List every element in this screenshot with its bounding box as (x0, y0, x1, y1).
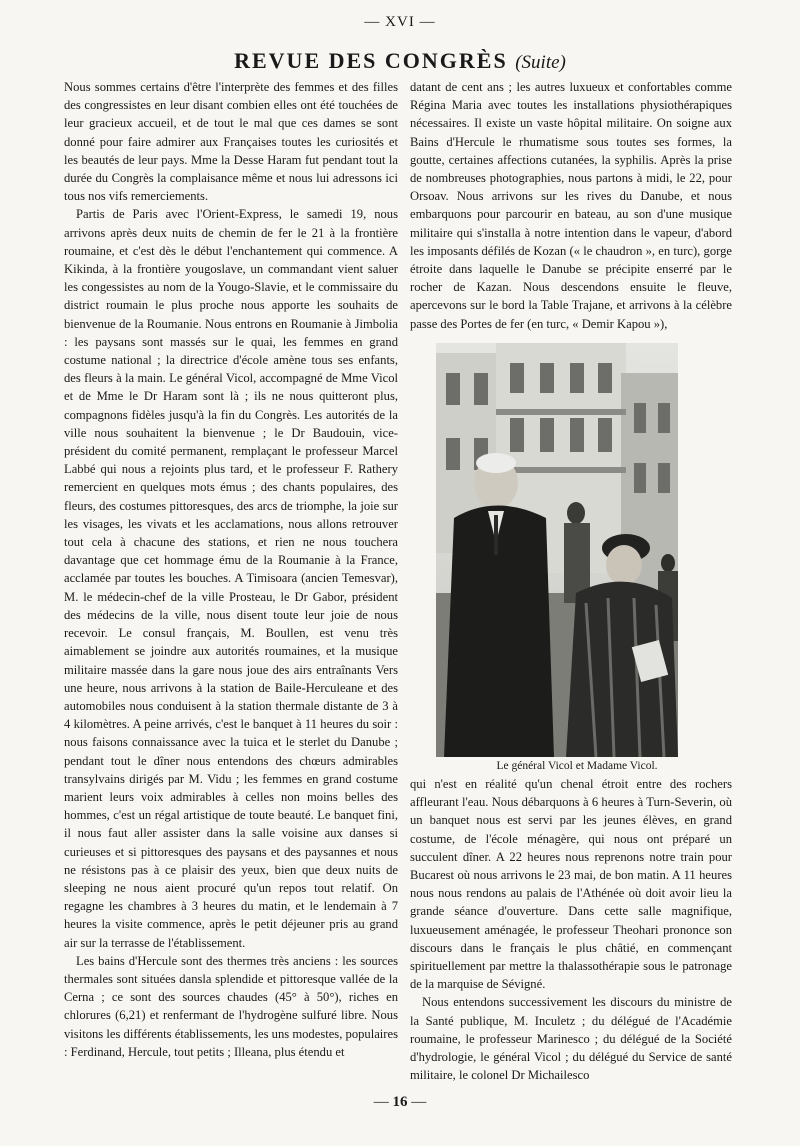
page-number-dash-right: — (411, 1094, 427, 1110)
right-column (410, 78, 732, 1085)
paragraph: qui n'est en réalité qu'un chenal étroit entre des rochers affleurant l'eau. Nous débarquons à 6 heures à Turn-Severin, où un banquet nous est servi par les jeunes élèves, en grand costume, de l'école ménagère, qui nous ont préparé un succulent dîner. A 22 heures nous reprenons notre train pour Bucarest où nous arrivons le 23 mai, de bon matin. A 11 heures nous nous rendons au palais de l'Athénée où doit avoir lieu la grande séance d'ouverture. Dans cette salle magnifique, luxueusement aménagée, le professeur Theohari prononce son discours dans le français le plus châtié, en commençant spirituellement par mettre la thalassothérapie sous le patronage de la marquise de Sévigné. (410, 777, 732, 992)
photo-caption: Le général Vicol et Madame Vicol. (496, 759, 658, 772)
header-title: REVUE DES CONGRÈS (234, 48, 508, 73)
page-number: 16 (392, 1094, 408, 1110)
header-suite: (Suite) (515, 52, 566, 73)
paragraph: datant de cent ans ; les autres luxueux et confortables comme Régina Maria avec toutes les installations physiothérapiques nécessaires. Il existe un vaste hôpital militaire. On soigne aux Bains d'Hercule le rhumatisme sous toutes ses formes, la goutte, certaines affections cutanées, la syphilis. Après la prise de nombreuses photographies, nous partons à midi, le 22, pour Orsoav. Nous arrivons sur les rives du Danube, et nous embarquons pour parcourir en bateau, au son d'une musique militaire qui s'installa à notre intention dans le vapeur, d'abord les imposants défilés de Kozan (« le chaudron », en turc), gorge étroite dans laquelle le Danube se précipite enserré par le rocher de Kazan. Nous descendons ensuite le fleuve, apercevons sur le bord la Table Trajane, et arrivons à la célèbre passe des Portes de fer (en turc, « Demir Kapou »), (410, 80, 732, 331)
bottom-page-number (0, 1094, 800, 1111)
paragraph: Nous entendons successivement les discours du ministre de la Santé publique, M. Inculetz ; du délégué de l'Académie roumaine, le professeur Marinesco ; du délégué de la Société d'hydrologie, le général Vicol ; du délégué du Service de santé militaire, le colonel Dr Michailesco (410, 995, 732, 1083)
left-column (64, 78, 398, 1061)
paragraph: Les bains d'Hercule sont des thermes très anciens : les sources thermales sont situées dansla splendide et pittoresque vallée de la Cerna ; ce sont des sources chaudes (45° à 50°), riches en chlorures (6,21) et renfermant de l'hydrogène sulfuré libre. Nous visitons les différents établissements, les uns modestes, populaires : Ferdinand, Hercule, tout petits ; Illeana, plus étendu et (64, 953, 398, 1059)
page-header (0, 48, 800, 74)
photograph-vicol (436, 343, 678, 757)
top-page-number: — XVI — (364, 14, 436, 30)
photo-illustration (436, 343, 678, 757)
page-number-dash-left: — (373, 1094, 389, 1110)
paragraph: Nous sommes certains d'être l'interprète des femmes et des filles des congressistes en leur disant combien elles ont été touchées de leur gracieux accueil, et de tout le mal que ces dames se sont donné pour faire admirer aux Françaises toutes les curiosités et les beautés de leur pays. Mme la Desse Haram fut pendant tout la durée du Congrès la complaisance même et nous lui adressons ici tous nos vifs remerciements. (64, 80, 398, 204)
paragraph: Partis de Paris avec l'Orient-Express, le samedi 19, nous arrivons après deux nuits de chemin de fer le 21 à la frontière roumaine, et c'est dès le début l'enchantement qui commence. A Kikinda, à la frontière yougoslave, un commandant vient saluer les congessistes au nom de la Yougo-Slavie, et le commissaire du district roumain le plus proche nous apporte les souhaits de bienvenue de la Roumanie. Nous entrons en Roumanie à Jimbolia : les paysans sont massés sur le quai, les femmes en grand costume national ; la directrice d'école amène tous ses enfants, des fleurs à la main. Le général Vicol, accompagné de Mme Vicol et de Mme le Dr Haram sont là ; ils ne nous quitteront plus, compagnons fidèles jusqu'à la fin du Congrès. Les autorités de la ville nous souhaitent la bienvenue ; le Dr Baudouin, vice-président du comité permanent, remplaçant le professeur Marcel Labbé qui nous a rejoints plus tard, et le professeur F. Rathery remercient en quelques mots émus ; des chants populaires, des fleurs, des costumes pittoresques, des arcs de triomphe, la joie sur les visages, les vivats et les acclamations, nous allons retrouver tout cela à chacune des stations, et rien ne nous touchera davantage que cet hommage ému de la Roumanie à la France, acclamée par toutes les bouches. A Timisoara (ancien Temesvar), M. le médecin-chef de la ville Prosteau, le Dr Gabor, président des médecins de la ville, nous disent toute leur joie de nous recevoir. Le consul français, M. Boullen, est venu très aimablement se joindre aux autorités roumaines, et la musique militaire massée dans la gare nous joue des airs entraînants Vers une heure, nous arrivons à la station de Baile-Herculeane et des automobiles nous conduisent à la station thermale distante de 3 à 4 kilomètres. A peine arrivés, c'est le banquet à 11 heures du soir : nous faisons connaissance avec la tuica et le sterlet du Danube ; pendant tout le dîner nous entendons des chœurs admirables transylvains dirigés par M. Vidu ; les femmes en grand costume marient leurs voix admirables à celles non moins belles des hommes, c'est un régal artistique de toute beauté. Le banquet fini, il nous faut aller assister dans la salle voisine aux danses si curieuses et si pittoresques des paysans et des paysannes et nous ne résistons pas à ce plaisir des yeux, bien que deux nuits de sleeping ne nous aient procuré qu'un repos tout relatif. On regagne les chambres à 3 heures du matin, et le lendemain à 7 heures la visite commence, après le petit déjeuner pris au grand air sur la terrasse de l'établissement. (64, 207, 398, 950)
photo-figure (410, 343, 732, 775)
